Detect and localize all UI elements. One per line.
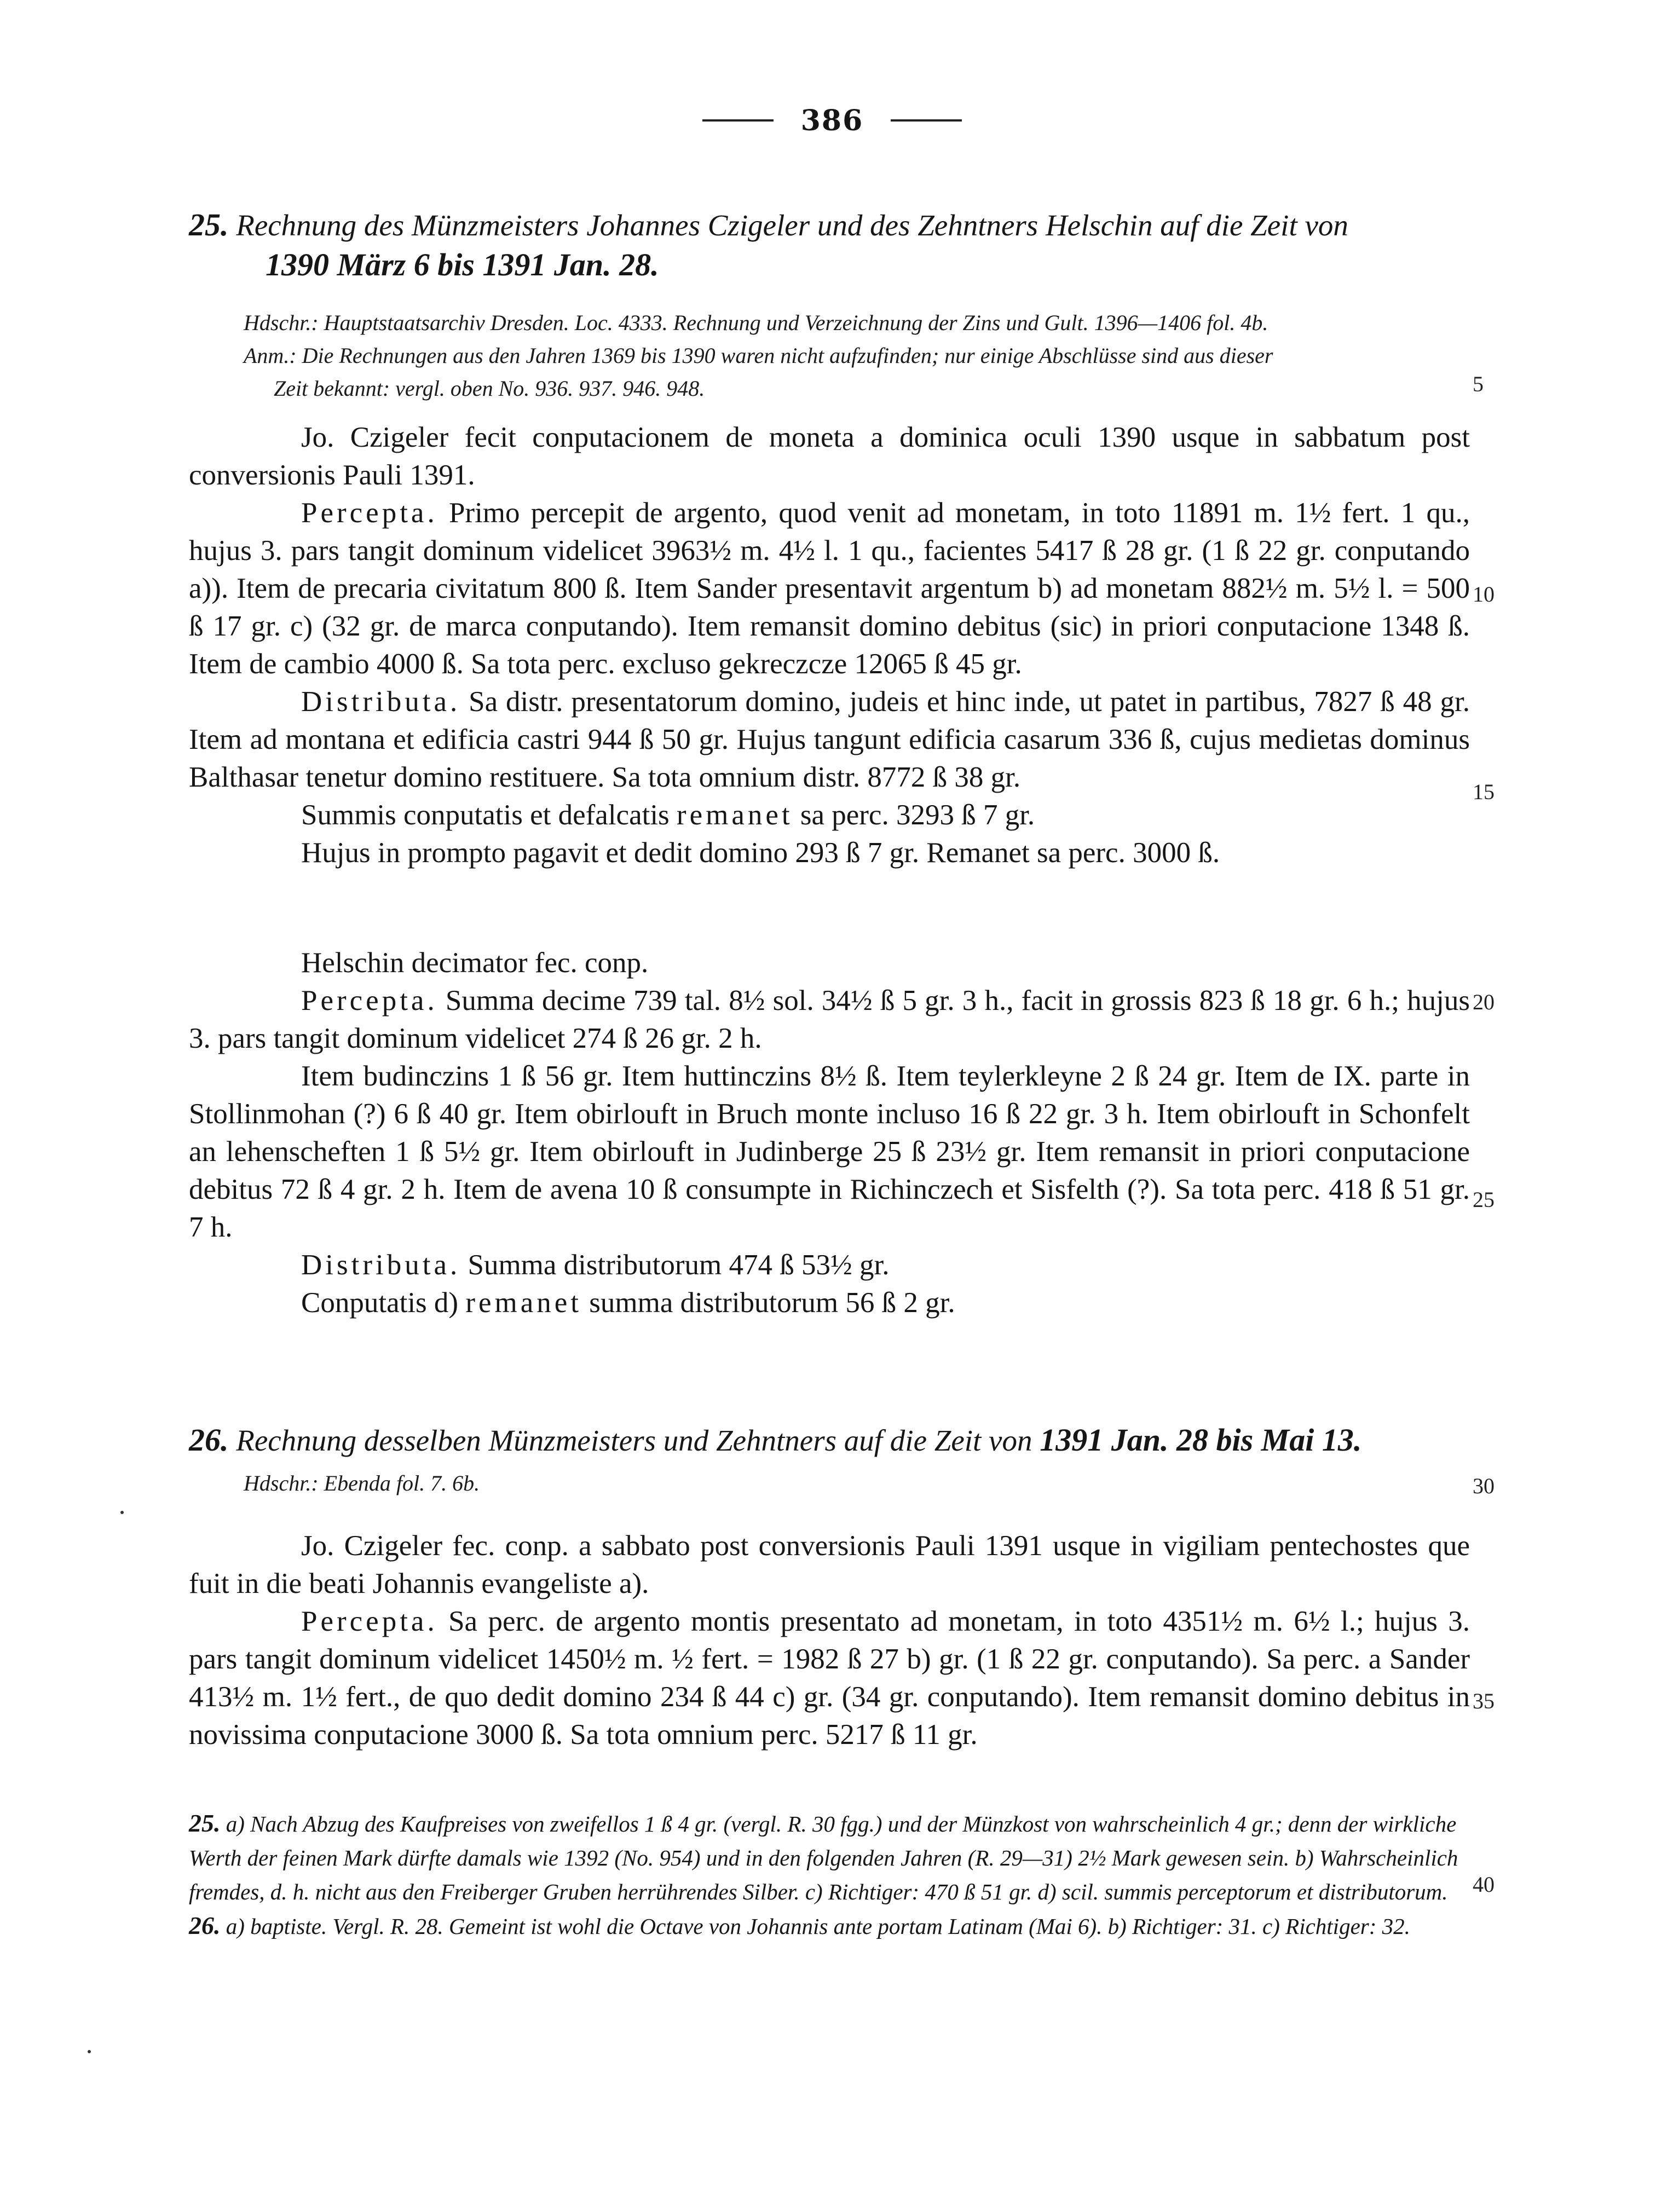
footnote-26-tag: 26. xyxy=(189,1911,221,1939)
entry-25-note-cont: Zeit bekannt: vergl. oben No. 936. 937. 946. 948. xyxy=(274,376,705,401)
entry-26-title: Rechnung desselben Münzmeisters und Zehntners auf die Zeit von xyxy=(236,1424,1032,1457)
footnote-25-text: a) Nach Abzug des Kaufpreises von zweifellos 1 ß 4 gr. (vergl. R. 30 fgg.) und der Münzkost von wahrscheinlich 4 gr.; denn der wirkliche Werth der feinen Mark dürfte damals wie 1392 (No. 954) und in den folgenden Jahren (R. 29—31) 2½ Mark gewesen sein. b) Wahrscheinlich fremdes, d. h. nicht aus den Freiberger Gruben herrührendes Silber. c) Richtiger: 470 ß 51 gr. d) scil. summis perceptorum et distributorum. xyxy=(189,1811,1458,1904)
page-header xyxy=(679,99,985,142)
helschin-distributa xyxy=(189,1246,1470,1284)
entry-26-heading xyxy=(189,1420,1470,1460)
entry-25-number: 25. xyxy=(189,207,229,242)
entry-26-date: 1391 Jan. 28 bis Mai 13. xyxy=(1040,1422,1362,1458)
entry-25-title: Rechnung des Münzmeisters Johannes Czigeler und des Zehntners Helschin auf die Zeit von xyxy=(236,209,1348,242)
entry-26-body xyxy=(189,1527,1470,1754)
entry-25-body xyxy=(189,419,1470,872)
entry-25-heading xyxy=(189,205,1470,285)
percepta2-text: Summa decime 739 tal. 8½ sol. 34½ ß 5 gr. 3 h., facit in grossis 823 ß 18 gr. 6 h.; hujus 3. pars tangit dominum videlicet 274 ß 26 gr. 2 h. xyxy=(189,985,1470,1054)
conputatis-text-a: Conputatis d) xyxy=(301,1287,459,1319)
entry-26-number: 26. xyxy=(189,1422,229,1458)
entry-25-percepta xyxy=(189,494,1470,683)
summis-text-a: Summis conputatis et defalcatis xyxy=(301,799,670,831)
entry-25-note: Anm.: Die Rechnungen aus den Jahren 1369 bis 1390 waren nicht aufzufinden; nur einige Abschlüsse sind aus dieser xyxy=(244,343,1273,368)
header-rule-right xyxy=(891,119,962,122)
remanet-label: remanet xyxy=(676,799,793,831)
helschin-conputatis xyxy=(189,1284,1470,1322)
line-number-20: 20 xyxy=(1473,990,1495,1014)
entry-26-manuscript: Hdschr.: Ebenda fol. 7. 6b. xyxy=(244,1471,480,1495)
entry-25-summis xyxy=(189,796,1470,834)
conputatis-text-b: summa distributorum 56 ß 2 gr. xyxy=(589,1287,955,1319)
footnote-26-text: a) baptiste. Vergl. R. 28. Gemeint ist wohl die Octave von Johannis ante portam Latinam (Mai 6). b) Richtiger: 31. c) Richtiger: 32. xyxy=(226,1914,1410,1939)
entry-25-hujus-prompto: Hujus in prompto pagavit et dedit domino 293 ß 7 gr. Remanet sa perc. 3000 ß. xyxy=(301,837,1220,869)
percepta2-label: Percepta. xyxy=(301,985,438,1017)
footnotes xyxy=(189,1806,1470,1943)
percepta3-label: Percepta. xyxy=(301,1605,438,1637)
line-number-15: 15 xyxy=(1473,779,1495,804)
line-number-40: 40 xyxy=(1473,1872,1495,1897)
line-number-5: 5 xyxy=(1473,372,1484,396)
summis-text-b: sa perc. 3293 ß 7 gr. xyxy=(800,799,1035,831)
distributa2-text: Summa distributorum 474 ß 53½ gr. xyxy=(468,1249,890,1281)
percepta3-text: Sa perc. de argento montis presentato ad monetam, in toto 4351½ m. 6½ l.; hujus 3. pars tangit dominum videlicet 1450½ m. ½ fert. = 1982 ß 27 b) gr. (1 ß 22 gr. conputando). Sa perc. a Sander 413½ m. 1½ fert., de quo dedit domino 234 ß 44 c) gr. (34 gr. conputando). Item remansit domino debitus in novissima conputacione 3000 ß. Sa tota omnium perc. 5217 ß 11 gr. xyxy=(189,1605,1470,1751)
entry-26-percepta xyxy=(189,1603,1470,1754)
entry-25-helschin xyxy=(189,944,1470,1322)
print-speck xyxy=(120,1511,124,1514)
entry-26-meta xyxy=(189,1467,1470,1500)
percepta-label: Percepta. xyxy=(301,497,438,529)
distributa2-label: Distributa. xyxy=(301,1249,461,1281)
line-number-10: 10 xyxy=(1473,582,1495,607)
footnote-26 xyxy=(189,1909,1470,1943)
entry-25-date: 1390 März 6 bis 1391 Jan. 28. xyxy=(266,247,659,282)
line-number-25: 25 xyxy=(1473,1187,1495,1212)
line-number-35: 35 xyxy=(1473,1689,1495,1713)
helschin-line: Helschin decimator fec. conp. xyxy=(301,947,649,979)
distributa-text: Sa distr. presentatorum domino, judeis et hinc inde, ut patet in partibus, 7827 ß 48 gr. Item ad montana et edificia castri 944 ß 50 gr. Hujus tangunt edificia casarum 336 ß, cujus medietas dominus Balthasar tenetur domino restituere. Sa tota omnium distr. 8772 ß 38 gr. xyxy=(189,686,1470,793)
entry-25-meta xyxy=(189,307,1470,405)
entry-26-intro: Jo. Czigeler fec. conp. a sabbato post conversionis Pauli 1391 usque in vigiliam pentechostes que fuit in die beati Johannis evangeliste a). xyxy=(189,1530,1470,1599)
remanet2-label: remanet xyxy=(465,1287,582,1319)
helschin-percepta xyxy=(189,982,1470,1058)
page-number: 386 xyxy=(800,103,864,137)
helschin-items: Item budinczins 1 ß 56 gr. Item huttinczins 8½ ß. Item teylerkleyne 2 ß 24 gr. Item de IX. parte in Stollinmohan (?) 6 ß 40 gr. Item obirlouft in Bruch monte incluso 16 ß 22 gr. 3 h. Item obirlouft in Schonfelt an lehenscheften 1 ß 5½ gr. Item obirlouft in Judinberge 25 ß 23½ gr. Item remansit in priori conputacione debitus 72 ß 4 gr. 2 h. Item de avena 10 ß consumpte in Richinczech et Sisfelth (?). Sa tota perc. 418 ß 51 gr. 7 h. xyxy=(189,1060,1470,1243)
footnote-25-tag: 25. xyxy=(189,1809,221,1837)
footnote-25 xyxy=(189,1806,1470,1909)
entry-25-distributa xyxy=(189,683,1470,796)
distributa-label: Distributa. xyxy=(301,686,461,718)
print-speck xyxy=(88,2050,91,2053)
entry-25-intro: Jo. Czigeler fecit conputacionem de moneta a dominica oculi 1390 usque in sabbatum post conversionis Pauli 1391. xyxy=(189,421,1470,491)
header-rule-left xyxy=(702,119,774,122)
entry-25-manuscript: Hdschr.: Hauptstaatsarchiv Dresden. Loc. 4333. Rechnung und Verzeichnung der Zins und Gult. 1396—1406 fol. 4b. xyxy=(244,310,1268,335)
percepta-text: Primo percepit de argento, quod venit ad monetam, in toto 11891 m. 1½ fert. 1 qu., hujus 3. pars tangit dominum videlicet 3963½ m. 4½ l. 1 qu., facientes 5417 ß 28 gr. (1 ß 22 gr. conputando a)). Item de precaria civitatum 800 ß. Item Sander presentavit argentum b) ad monetam 882½ m. 5½ l. = 500 ß 17 gr. c) (32 gr. de marca conputando). Item remansit domino debitus (sic) in priori conputacione 1348 ß. Item de cambio 4000 ß. Sa tota perc. excluso gekreczcze 12065 ß 45 gr. xyxy=(189,497,1470,680)
line-number-30: 30 xyxy=(1473,1474,1495,1498)
